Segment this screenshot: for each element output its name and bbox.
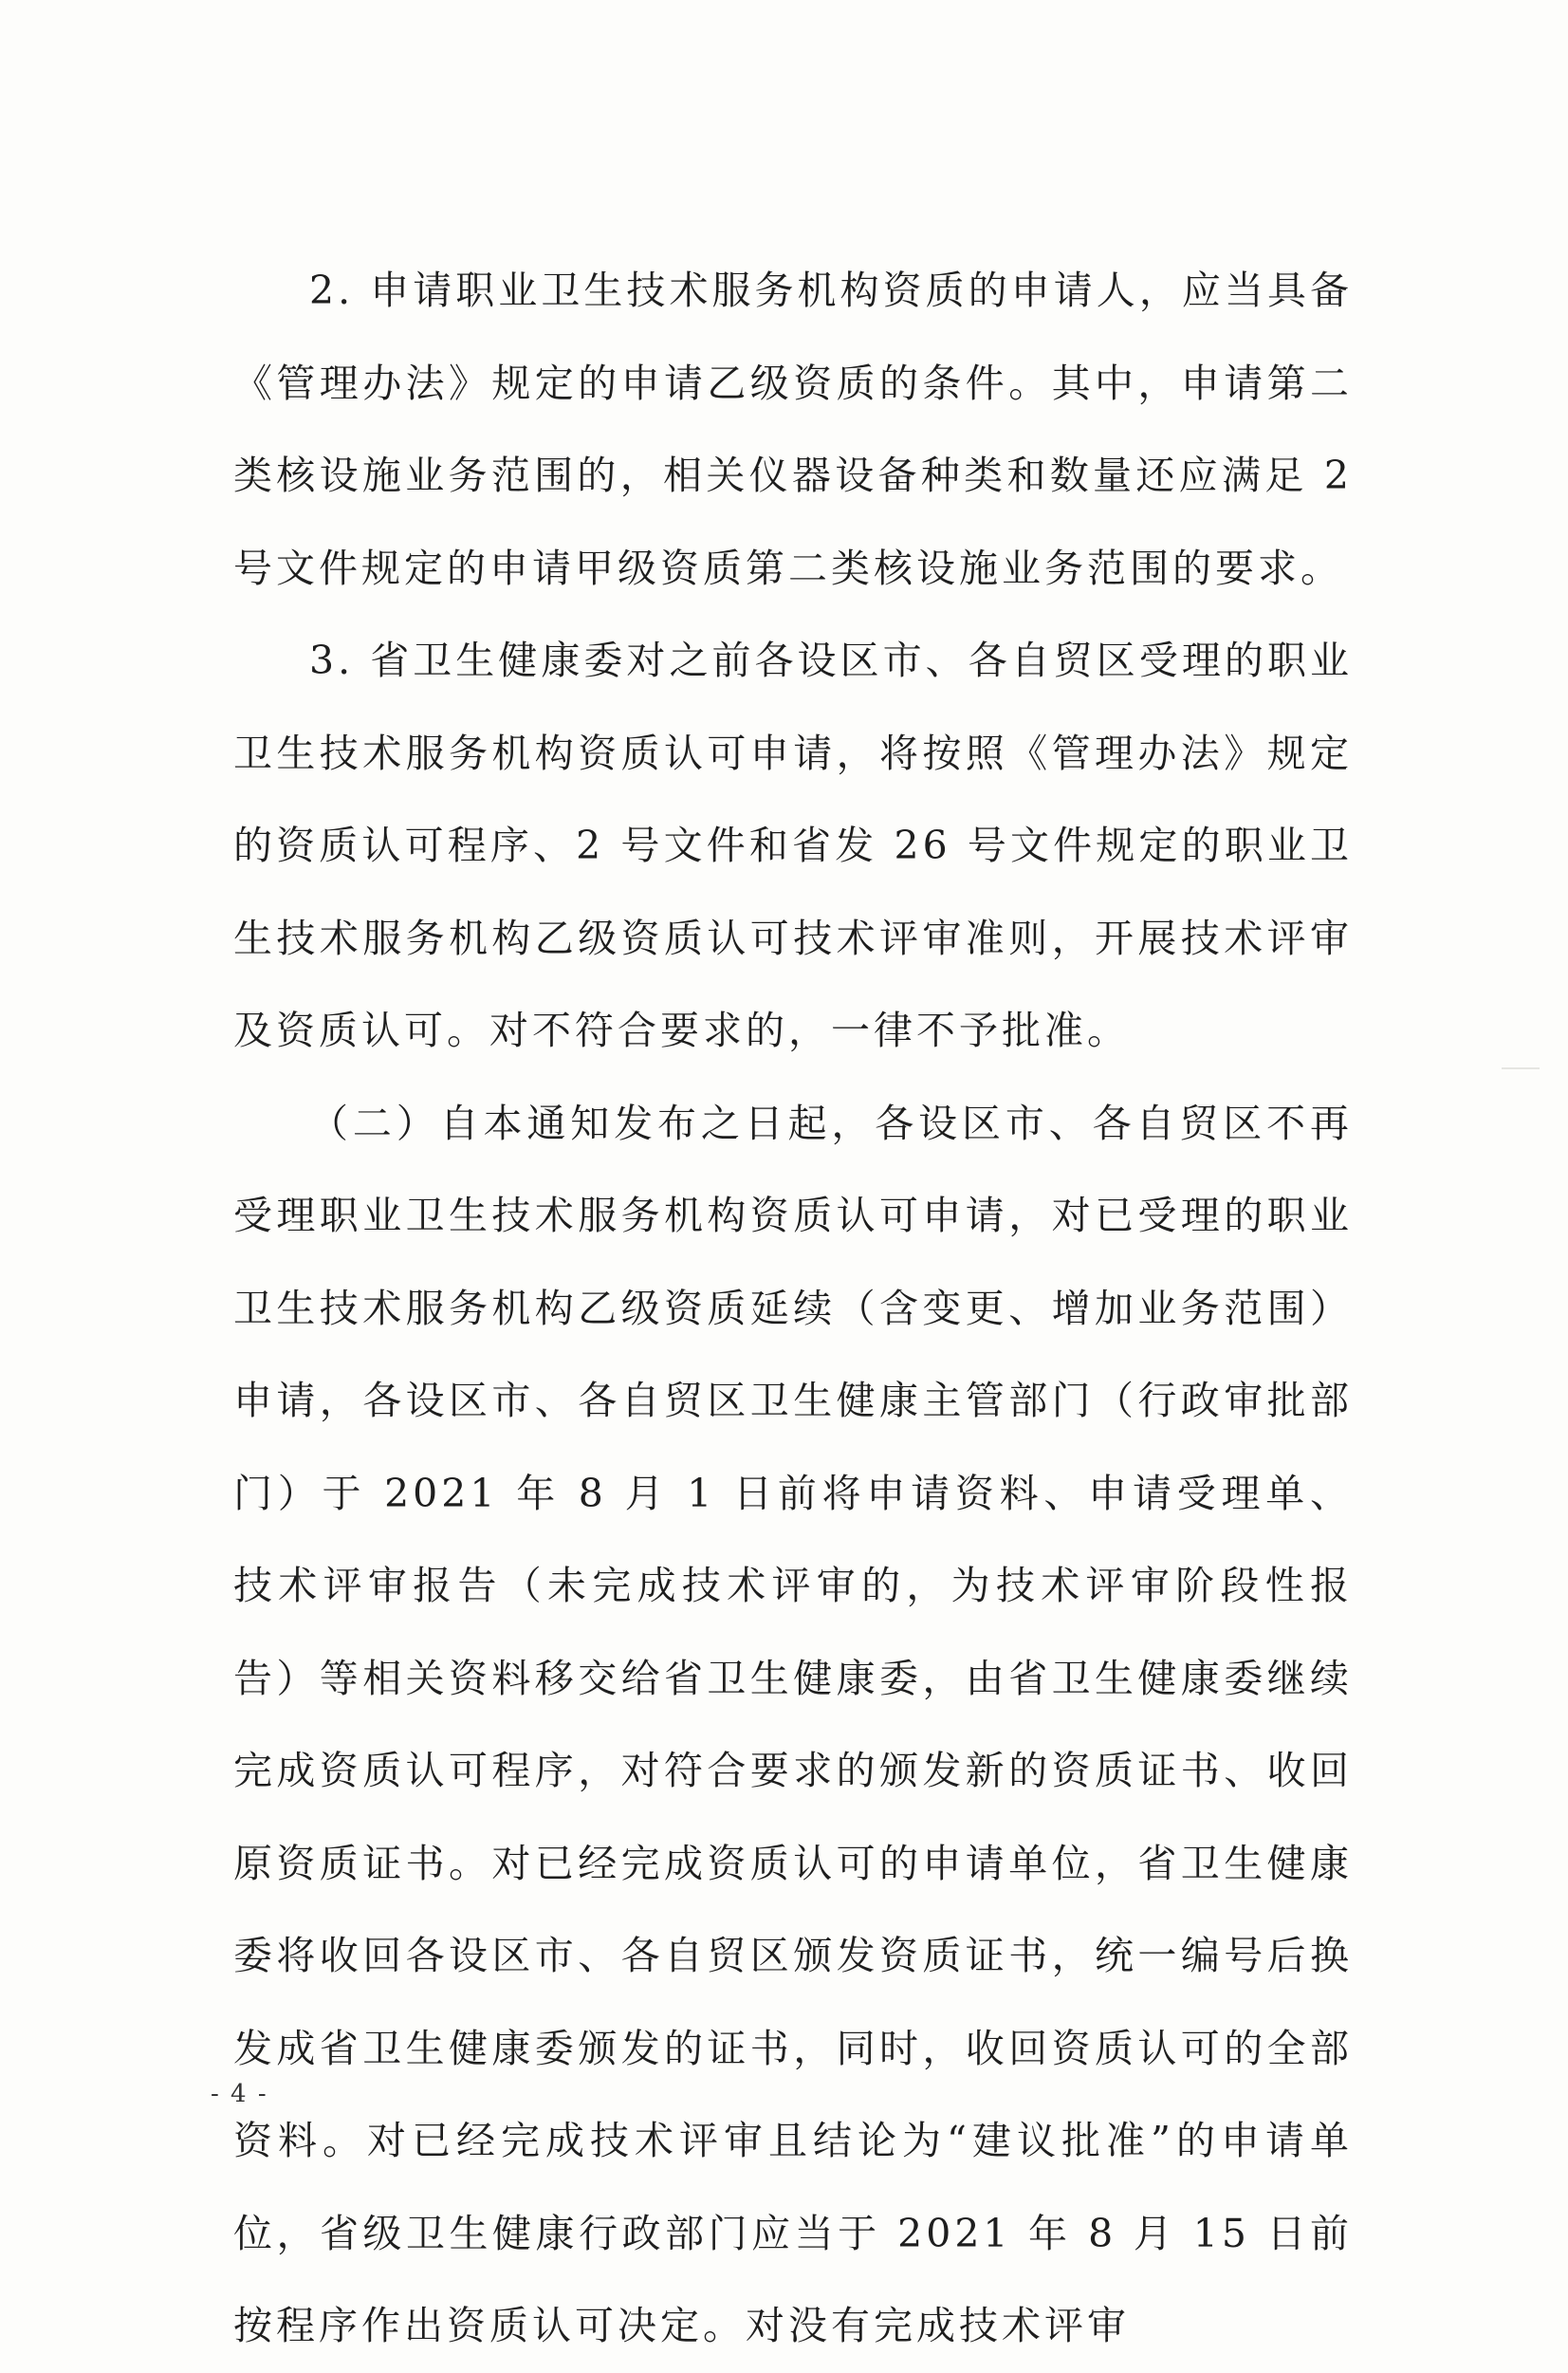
paragraph-item-3: 3. 省卫生健康委对之前各设区市、各自贸区受理的职业卫生技术服务机构资质认可申请，将按照《管理办法》规定的资质认可程序、2 号文件和省发 26 号文件规定的职业卫生技术服务机构乙级资质认可技术评审准则，开展技术评审及资质认可。对不符合要求的，一律不予批准。	[233, 638, 1353, 1053]
page-number: - 4 -	[211, 2080, 268, 2108]
paragraph-item-2: 2. 申请职业卫生技术服务机构资质的申请人，应当具备《管理办法》规定的申请乙级资质的条件。其中，申请第二类核设施业务范围的，相关仪器设备种类和数量还应满足 2 号文件规定的申请甲级资质第二类核设施业务范围的要求。	[233, 268, 1353, 591]
body-text	[233, 245, 1353, 2373]
paragraph-section-2: （二）自本通知发布之日起，各设区市、各自贸区不再受理职业卫生技术服务机构资质认可申请，对已受理的职业卫生技术服务机构乙级资质延续（含变更、增加业务范围）申请，各设区市、各自贸区卫生健康主管部门（行政审批部门）于 2021 年 8 月 1 日前将申请资料、申请受理单、技术评审报告（未完成技术评审的，为技术评审阶段性报告）等相关资料移交给省卫生健康委，由省卫生健康委继续完成资质认可程序，对符合要求的颁发新的资质证书、收回原资质证书。对已经完成资质认可的申请单位，省卫生健康委将收回各设区市、各自贸区颁发资质证书，统一编号后换发成省卫生健康委颁发的证书，同时，收回资质认可的全部资料。对已经完成技术评审且结论为“建议批准”的申请单位，省级卫生健康行政部门应当于 2021 年 8 月 15 日前按程序作出资质认可决定。对没有完成技术评审	[233, 1100, 1353, 2348]
scan-mark	[1502, 1067, 1540, 1069]
